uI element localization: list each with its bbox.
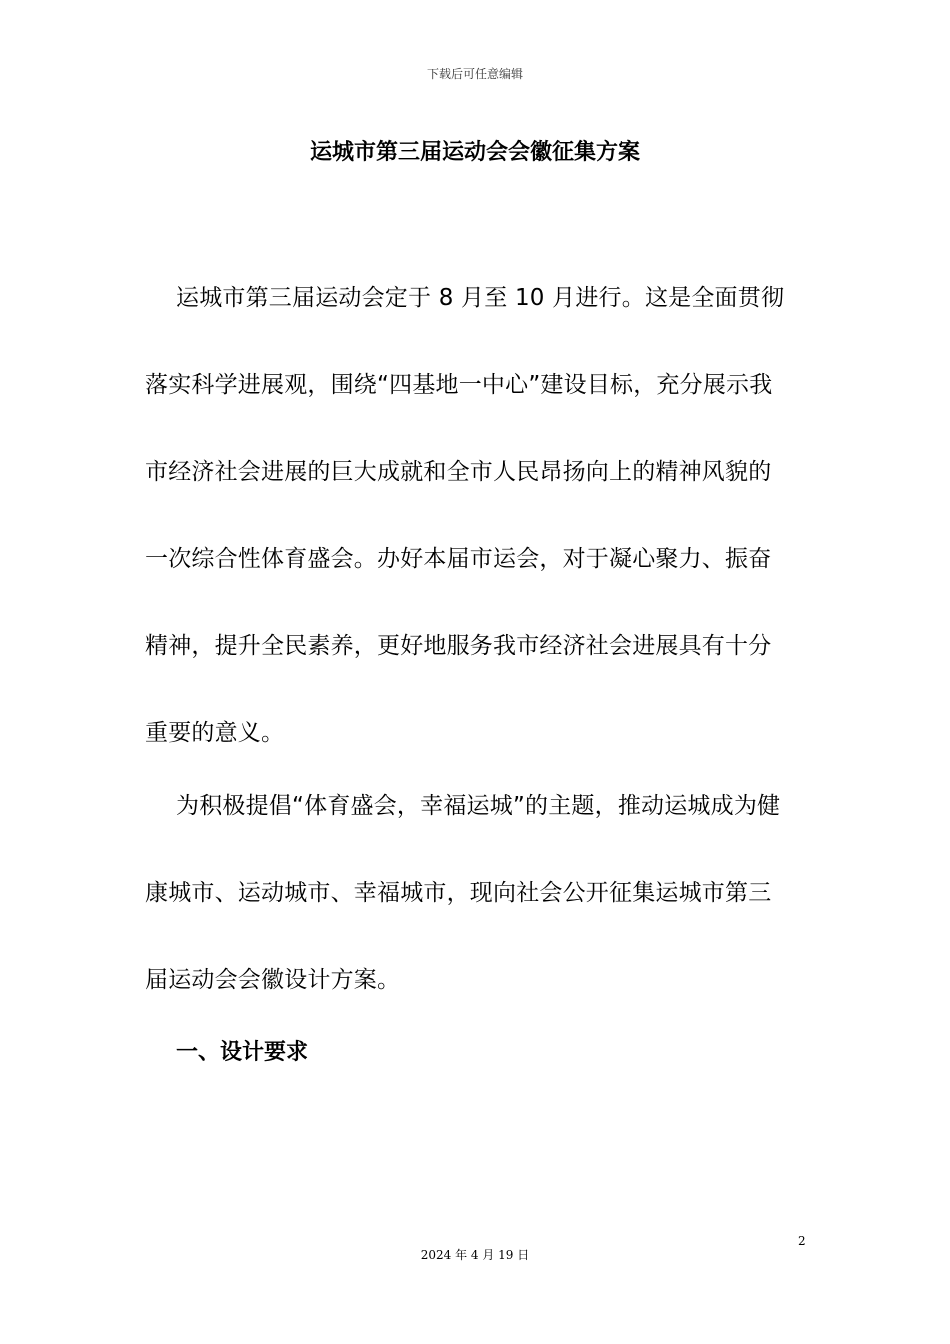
footer-date: 2024 年 4 月 19 日 <box>420 1248 530 1262</box>
document-title: 运城市第三届运动会会徽征集方案 <box>309 140 640 165</box>
page-number: 2 <box>798 1234 806 1248</box>
section-heading: 一、设计要求 <box>176 1040 309 1065</box>
paragraph-line: 康城市、运动城市、幸福城市，现向社会公开征集运城市第三 <box>145 880 772 906</box>
paragraph-line: 重要的意义。 <box>145 720 285 746</box>
paragraph-line: 为积极提倡“体育盛会，幸福运城”的主题，推动运城成为健 <box>176 793 781 819</box>
paragraph-line: 届运动会会徽设计方案。 <box>145 967 401 993</box>
paragraph-line: 精神，提升全民素养，更好地服务我市经济社会进展具有十分 <box>145 633 772 659</box>
paragraph-line: 落实科学进展观，围绕“四基地一中心”建设目标，充分展示我 <box>145 372 773 398</box>
paragraph-line: 市经济社会进展的巨大成就和全市人民昂扬向上的精神风貌的 <box>145 459 772 485</box>
paragraph-line: 运城市第三届运动会定于 8 月至 10 月进行。这是全面贯彻 <box>176 285 785 311</box>
header-note: 下载后可任意编辑 <box>426 67 523 81</box>
paragraph-line: 一次综合性体育盛会。办好本届市运会，对于凝心聚力、振奋 <box>145 546 772 572</box>
